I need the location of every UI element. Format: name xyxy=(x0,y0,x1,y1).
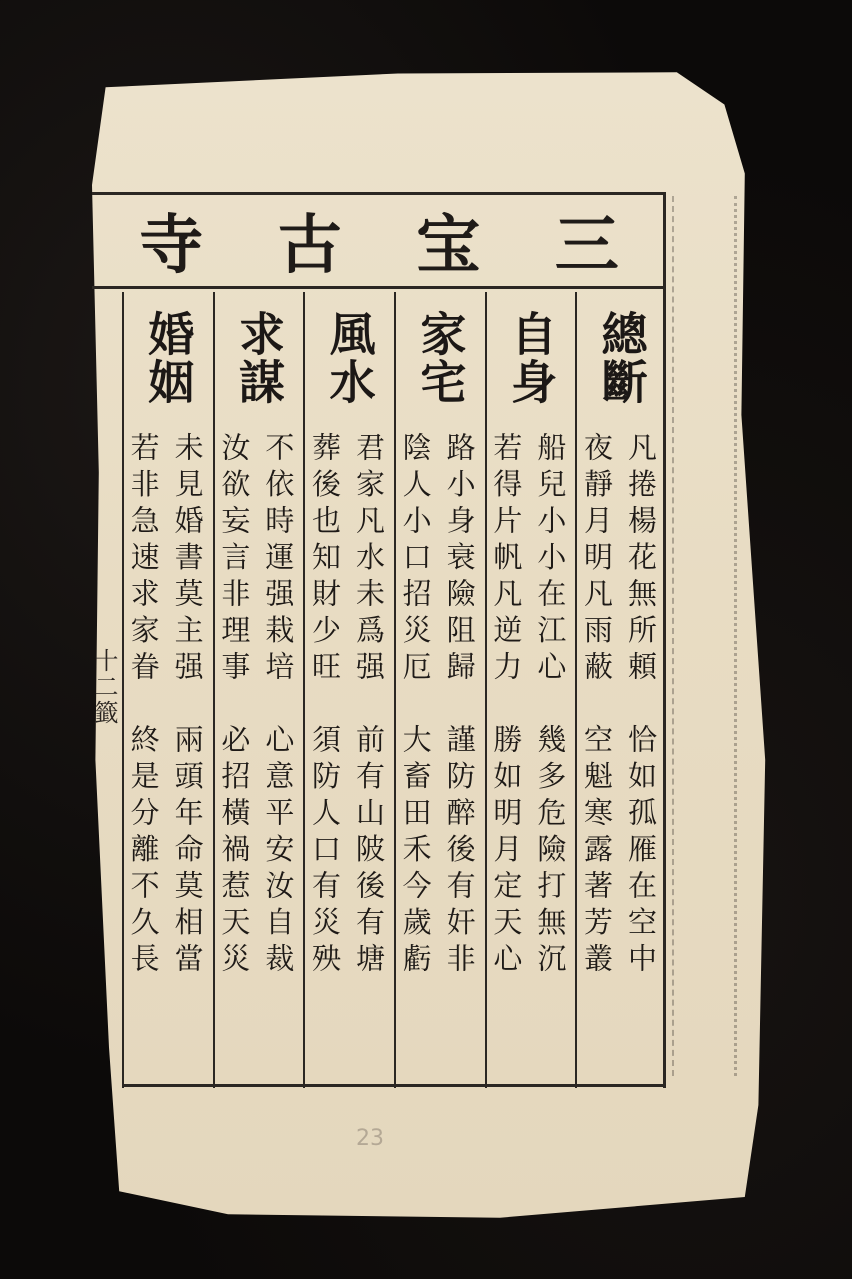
page-label: 十二籤 xyxy=(90,648,118,726)
title-char: 寺 xyxy=(139,208,204,283)
verse-line: 汝欲妄言非理事 必招橫禍惹天災 xyxy=(217,432,252,980)
verse-block xyxy=(307,432,388,1080)
verse-block xyxy=(580,432,660,1080)
title-char: 古 xyxy=(277,208,342,283)
title-char: 宝 xyxy=(416,208,481,283)
verse-line: 夜靜月明凡雨蔽 空魁寒露著芳叢 xyxy=(580,432,614,980)
section-household xyxy=(394,292,485,1088)
section-heading: 婚姻 xyxy=(141,310,196,406)
verse-line: 若得片帆凡逆力 勝如明月定天心 xyxy=(489,432,524,980)
verse-line: 船兒小小在江心 幾多危險打無沉 xyxy=(533,432,568,980)
section-heading: 自身 xyxy=(504,310,558,406)
section-marriage xyxy=(122,292,213,1088)
verse-block xyxy=(126,432,207,1080)
section-heading: 家宅 xyxy=(413,310,468,406)
verse-block xyxy=(217,432,298,1080)
section-self xyxy=(485,292,576,1088)
title-char: 三 xyxy=(554,208,619,283)
section-heading: 求謀 xyxy=(231,310,286,406)
oracle-columns xyxy=(122,292,666,1088)
bottom-rule xyxy=(122,1084,666,1087)
verse-line: 君家凡水未爲强 前有山陂後有塘 xyxy=(351,432,386,980)
section-general xyxy=(575,292,666,1088)
verse-line: 未見婚書莫主强 兩頭年命莫相當 xyxy=(170,432,205,980)
section-heading: 風水 xyxy=(322,310,377,406)
verse-line: 凡捲楊花無所頼 恰如孤雁在空中 xyxy=(624,432,658,980)
section-heading: 總斷 xyxy=(594,310,649,406)
verse-block xyxy=(489,432,570,1080)
verse-line: 不依時運强栽培 心意平安汝自裁 xyxy=(261,432,296,980)
pencil-mark: 23 xyxy=(356,1126,384,1151)
section-seeking xyxy=(213,292,304,1088)
verse-line: 葬後也知財少旺 須防人口有災殃 xyxy=(307,432,342,980)
section-fengshui xyxy=(303,292,394,1088)
bleed-through-marks xyxy=(672,196,737,1076)
verse-line: 路小身衰險阻歸 謹防醉後有奸非 xyxy=(442,432,477,980)
verse-block xyxy=(398,432,479,1080)
verse-line: 陰人小口招災厄 大畜田禾今歲虧 xyxy=(398,432,433,980)
page-title xyxy=(92,200,666,283)
verse-line: 若非急速求家眷 終是分離不久長 xyxy=(126,432,161,980)
